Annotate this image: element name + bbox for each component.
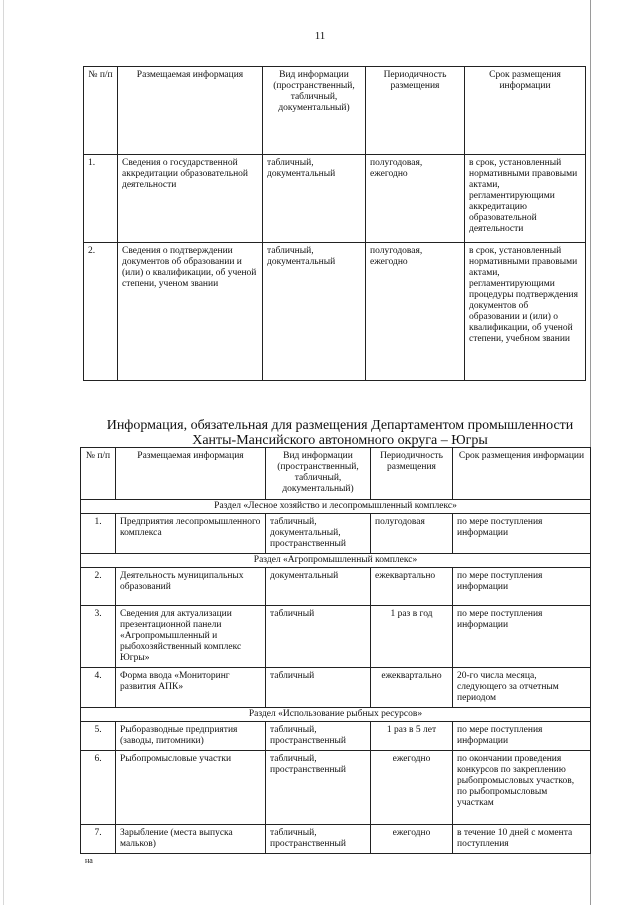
table-row	[84, 243, 586, 381]
table-header-row	[81, 448, 591, 500]
cell-number: 4.	[81, 668, 116, 708]
header-info: Размещаемая информация	[116, 448, 266, 500]
cell-info: Предприятия лесопромышленного комплекса	[116, 514, 266, 554]
cell-type: табличный, пространственный	[266, 722, 371, 751]
cell-type: табличный, документальный	[263, 155, 366, 243]
cell-periodicity: ежегодно	[371, 825, 453, 854]
cell-periodicity: ежегодно	[371, 751, 453, 825]
table-header-row	[84, 67, 586, 155]
table-row	[81, 668, 591, 708]
section-fish: Раздел «Использование рыбных ресурсов»	[81, 708, 591, 722]
header-periodicity: Периодичность размещения	[366, 67, 465, 155]
table-row	[81, 825, 591, 854]
header-number: № п/п	[84, 67, 118, 155]
section-heading	[70, 418, 610, 448]
cell-info: Рыборазводные предприятия (заводы, питомники)	[116, 722, 266, 751]
header-number: № п/п	[81, 448, 116, 500]
table-educational-info	[83, 66, 586, 381]
header-deadline: Срок размещения информации	[465, 67, 586, 155]
cell-periodicity: полугодовая	[371, 514, 453, 554]
header-type: Вид информации (пространственный, табличный, документальный)	[263, 67, 366, 155]
cell-deadline: по мере поступления информации	[453, 568, 591, 606]
cell-number: 7.	[81, 825, 116, 854]
cell-info: Деятельность муниципальных образований	[116, 568, 266, 606]
cell-type: табличный, пространственный	[266, 751, 371, 825]
header-info: Размещаемая информация	[118, 67, 263, 155]
cell-number: 2.	[84, 243, 118, 381]
section-agro: Раздел «Агропромышленный комплекс»	[81, 554, 591, 568]
table-row	[84, 155, 586, 243]
cell-periodicity: полугодовая, ежегодно	[366, 155, 465, 243]
cell-number: 5.	[81, 722, 116, 751]
section-forestry: Раздел «Лесное хозяйство и лесопромышленный комплекс»	[81, 500, 591, 514]
header-deadline: Срок размещения информации	[453, 448, 591, 500]
cell-info: Форма ввода «Мониторинг развития АПК»	[116, 668, 266, 708]
header-periodicity: Периодичность размещения	[371, 448, 453, 500]
cell-number: 6.	[81, 751, 116, 825]
table-industry-info	[80, 447, 591, 854]
cell-deadline: 20-го числа месяца, следующего за отчетным периодом	[453, 668, 591, 708]
cell-number: 2.	[81, 568, 116, 606]
cell-periodicity: 1 раз в 5 лет	[371, 722, 453, 751]
cell-type: табличный	[266, 668, 371, 708]
cell-periodicity: ежеквартально	[371, 668, 453, 708]
table-row	[81, 606, 591, 668]
cell-info: Зарыбление (места выпуска мальков)	[116, 825, 266, 854]
cell-periodicity: ежеквартально	[371, 568, 453, 606]
cell-deadline: по окончании проведения конкурсов по закреплению рыбопромысловых участков, по рыбопромысловым участкам	[453, 751, 591, 825]
cell-periodicity: 1 раз в год	[371, 606, 453, 668]
cell-number: 1.	[81, 514, 116, 554]
cell-info: Сведения о подтверждении документов об образовании и (или) о квалификации, об ученой степени, ученом звании	[118, 243, 263, 381]
cell-info: Сведения для актуализации презентационной панели «Агропромышленный и рыбохозяйственный комплекс Югры»	[116, 606, 266, 668]
footer-note: на	[85, 856, 93, 865]
cell-deadline: в срок, установленный нормативными правовыми актами, регламентирующими процедуры подтверждения документов об образовании и (или) о квалификации, об ученой степени, учебном звании	[465, 243, 586, 381]
header-type: Вид информации (пространственный, табличный, документальный)	[266, 448, 371, 500]
cell-deadline: в срок, установленный нормативными правовыми актами, регламентирующими аккредитацию образовательной деятельности	[465, 155, 586, 243]
cell-type: табличный, документальный, пространственный	[266, 514, 371, 554]
page-number: 11	[314, 30, 326, 42]
cell-deadline: по мере поступления информации	[453, 514, 591, 554]
cell-number: 3.	[81, 606, 116, 668]
cell-info: Рыбопромысловые участки	[116, 751, 266, 825]
heading-line-1: Информация, обязательная для размещения Департаментом промышленности	[106, 418, 574, 433]
table-row	[81, 568, 591, 606]
table-row	[81, 722, 591, 751]
cell-periodicity: полугодовая, ежегодно	[366, 243, 465, 381]
cell-deadline: по мере поступления информации	[453, 722, 591, 751]
cell-info: Сведения о государственной аккредитации образовательной деятельности	[118, 155, 263, 243]
cell-deadline: в течение 10 дней с момента поступления	[453, 825, 591, 854]
cell-number: 1.	[84, 155, 118, 243]
table-row	[81, 514, 591, 554]
table-row	[81, 751, 591, 825]
cell-type: табличный, пространственный	[266, 825, 371, 854]
cell-type: табличный	[266, 606, 371, 668]
section-row	[81, 500, 591, 514]
section-row	[81, 708, 591, 722]
section-row	[81, 554, 591, 568]
heading-line-2: Ханты-Мансийского автономного округа – Югры	[192, 433, 488, 448]
cell-deadline: по мере поступления информации	[453, 606, 591, 668]
cell-type: документальный	[266, 568, 371, 606]
scan-left-edge	[3, 0, 4, 905]
cell-type: табличный, документальный	[263, 243, 366, 381]
